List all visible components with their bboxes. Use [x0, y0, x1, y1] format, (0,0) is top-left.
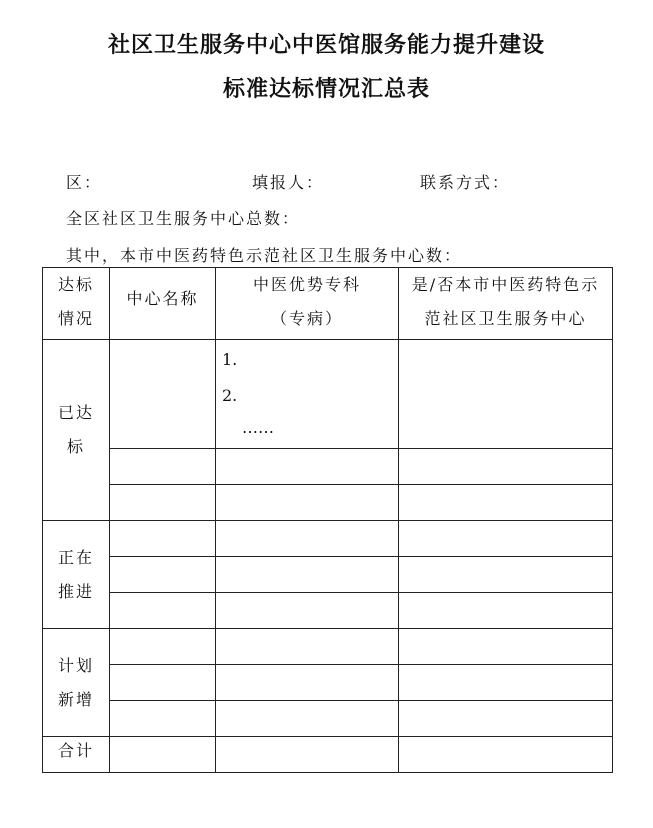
- table-row: [43, 449, 613, 485]
- table-row: [43, 665, 613, 701]
- cell-specialty[interactable]: [216, 340, 399, 449]
- cell-specialty[interactable]: [216, 593, 399, 629]
- specialty-list: [216, 340, 398, 442]
- section-in-progress: [43, 521, 110, 629]
- cell-specialty[interactable]: [216, 665, 399, 701]
- section-achieved-line1: 已达: [57, 403, 94, 422]
- section-planned: [43, 629, 110, 737]
- section-in-progress-line1: 正在: [57, 547, 94, 567]
- section-planned-line1: 计划: [57, 655, 94, 675]
- header-status: [43, 268, 110, 340]
- total-row: [43, 737, 613, 773]
- cell-demo[interactable]: [399, 737, 613, 773]
- cell-demo[interactable]: [399, 593, 613, 629]
- header-specialty-line1: 中医优势专科: [252, 275, 361, 294]
- contact-label: 联系方式：: [420, 173, 511, 192]
- cell-specialty[interactable]: [216, 449, 399, 485]
- header-specialty-line2: （专病）: [270, 309, 343, 328]
- cell-demo[interactable]: [399, 701, 613, 737]
- specialty-item-1: 1.: [222, 350, 238, 369]
- cell-center-name[interactable]: [110, 521, 216, 557]
- cell-demo[interactable]: [399, 340, 613, 449]
- summary-table: [42, 267, 613, 773]
- cell-demo[interactable]: [399, 449, 613, 485]
- cell-center-name[interactable]: [110, 340, 216, 449]
- demo-centers-label: 其中，本市中医药特色示范社区卫生服务中心数：: [66, 246, 463, 265]
- cell-specialty[interactable]: [216, 737, 399, 773]
- cell-specialty[interactable]: [216, 485, 399, 521]
- cell-center-name[interactable]: [110, 557, 216, 593]
- cell-demo[interactable]: [399, 629, 613, 665]
- header-demo-line2: 范社区卫生服务中心: [424, 309, 587, 328]
- specialty-ellipsis: ……: [242, 418, 274, 437]
- title-line-2: 标准达标情况汇总表: [222, 77, 430, 102]
- header-specialty: [216, 268, 399, 340]
- table-row: [43, 340, 613, 449]
- total-centers-label: 全区社区卫生服务中心总数：: [66, 209, 301, 228]
- table-row: [43, 521, 613, 557]
- cell-demo[interactable]: [399, 485, 613, 521]
- table-row: [43, 593, 613, 629]
- total-label: 合计: [43, 737, 110, 773]
- cell-demo[interactable]: [399, 557, 613, 593]
- cell-demo[interactable]: [399, 521, 613, 557]
- header-status-line1: 达标: [57, 275, 94, 294]
- section-achieved-line2: 标: [66, 437, 85, 456]
- cell-center-name[interactable]: [110, 629, 216, 665]
- filler-label: 填报人：: [252, 173, 325, 192]
- header-row: [43, 268, 613, 340]
- cell-center-name[interactable]: [110, 701, 216, 737]
- cell-specialty[interactable]: [216, 521, 399, 557]
- cell-specialty[interactable]: [216, 701, 399, 737]
- cell-demo[interactable]: [399, 665, 613, 701]
- cell-center-name[interactable]: [110, 485, 216, 521]
- section-achieved: [43, 340, 110, 521]
- cell-center-name[interactable]: [110, 665, 216, 701]
- district-label: 区：: [66, 173, 103, 192]
- title-line-1: 社区卫生服务中心中医馆服务能力提升建设: [107, 33, 545, 58]
- table-row: [43, 557, 613, 593]
- header-center-name-text: 中心名称: [126, 289, 199, 308]
- header-center-name: [110, 268, 216, 340]
- section-in-progress-line2: 推进: [57, 581, 94, 601]
- header-status-line2: 情况: [57, 309, 94, 328]
- table-row: [43, 701, 613, 737]
- table-row: [43, 629, 613, 665]
- cell-center-name[interactable]: [110, 449, 216, 485]
- header-demo: [399, 268, 613, 340]
- section-planned-line2: 新增: [57, 689, 94, 709]
- cell-specialty[interactable]: [216, 629, 399, 665]
- specialty-item-2: 2.: [222, 386, 238, 405]
- table-row: [43, 485, 613, 521]
- cell-specialty[interactable]: [216, 557, 399, 593]
- header-demo-line1: 是/否本市中医药特色示: [411, 275, 600, 294]
- cell-center-name[interactable]: [110, 737, 216, 773]
- cell-center-name[interactable]: [110, 593, 216, 629]
